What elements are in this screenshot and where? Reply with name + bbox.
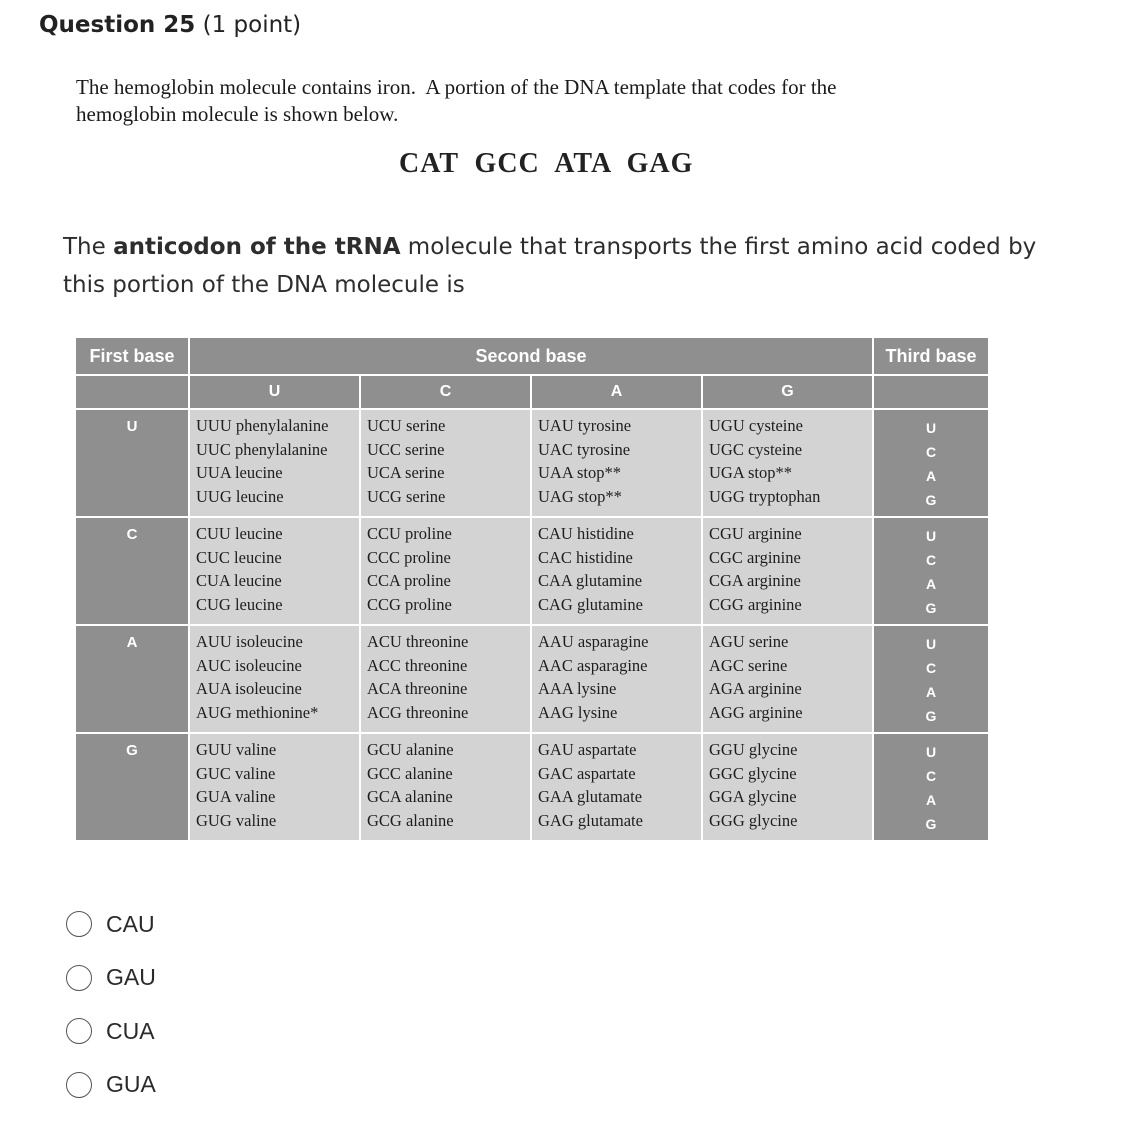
grid-vline [872, 338, 874, 838]
codon-entry: UUA leucine [196, 463, 283, 482]
third-base-label: G [925, 708, 937, 724]
codon-entry: CUC leucine [196, 547, 282, 567]
second-base-label-c: C [361, 376, 530, 408]
grid-vline [530, 374, 532, 838]
third-base-label: A [925, 792, 937, 808]
codon-entry: CGA arginine [709, 571, 801, 590]
second-base-label-g: G [703, 376, 872, 408]
codon-cell [361, 410, 530, 516]
codon-entry: UAG stop** [538, 486, 622, 506]
codon-entry: UCG serine [367, 486, 446, 506]
codon-entry: UGC cysteine [709, 439, 803, 459]
codon-entry: AAU asparagine [538, 632, 649, 651]
third-base-label: U [925, 420, 937, 436]
third-base-subheader-blank [874, 376, 988, 408]
third-base-label: C [925, 552, 937, 568]
codon-entry: AGU serine [709, 632, 789, 651]
third-base-column [874, 518, 988, 624]
intro-line-1: The hemoglobin molecule contains iron. A portion of the DNA template that codes for the [76, 75, 837, 99]
codon-entry: AAC asparagine [538, 655, 648, 675]
codon-entry: UCC serine [367, 439, 445, 459]
codon-entry: AGA arginine [709, 679, 802, 698]
codon-entry: AUU isoleucine [196, 632, 303, 651]
first-base-g: G [76, 734, 188, 840]
question-header [39, 12, 301, 38]
codon-table [76, 338, 988, 838]
codon-entry: CUA leucine [196, 571, 282, 590]
question-intro [76, 74, 1036, 128]
third-base-label: C [925, 660, 937, 676]
third-base-column [874, 410, 988, 516]
radio-button[interactable] [66, 911, 92, 937]
third-base-column [874, 626, 988, 732]
prompt-text-start: The [63, 234, 114, 260]
first-base-a: A [76, 626, 188, 732]
answer-option-label[interactable]: CAU [106, 910, 155, 937]
codon-cell [190, 626, 359, 732]
answer-option-label[interactable]: CUA [106, 1017, 155, 1044]
third-base-header: Third base [874, 338, 988, 374]
codon-entry: CUG leucine [196, 594, 283, 614]
codon-entry: CAC histidine [538, 547, 633, 567]
grid-vline [188, 338, 190, 838]
answer-option-label[interactable]: GAU [106, 964, 156, 990]
codon-entry: UCA serine [367, 463, 445, 482]
codon-entry: GUG valine [196, 810, 277, 830]
codon-entry: GUU valine [196, 740, 277, 759]
codon-cell [190, 410, 359, 516]
codon-entry: GAA glutamate [538, 787, 643, 806]
codon-cell [532, 518, 701, 624]
first-base-u: U [76, 410, 188, 516]
dna-sequence: CAT GCC ATA GAG [399, 148, 694, 179]
codon-entry: AUA isoleucine [196, 679, 302, 698]
grid-hline [76, 732, 988, 734]
codon-cell [532, 410, 701, 516]
codon-entry: GAC aspartate [538, 763, 636, 783]
prompt-bold-text: anticodon of the tRNA [113, 234, 401, 260]
codon-entry: GCG alanine [367, 810, 454, 830]
codon-entry: GCU alanine [367, 740, 454, 759]
codon-entry: UUG leucine [196, 486, 284, 506]
codon-entry: CGU arginine [709, 524, 802, 543]
third-base-column [874, 734, 988, 840]
codon-entry: CCC proline [367, 547, 451, 567]
grid-hline [76, 408, 988, 410]
codon-entry: ACC threonine [367, 655, 468, 675]
codon-cell [361, 518, 530, 624]
codon-cell [190, 734, 359, 840]
codon-cell [190, 518, 359, 624]
codon-entry: GUA valine [196, 787, 276, 806]
grid-vline [359, 374, 361, 838]
codon-entry: CAU histidine [538, 524, 634, 543]
codon-entry: CCU proline [367, 524, 452, 543]
codon-entry: UAC tyrosine [538, 439, 631, 459]
first-base-c: C [76, 518, 188, 624]
third-base-label: G [925, 816, 937, 832]
codon-entry: UCU serine [367, 416, 446, 435]
answer-option-cua[interactable] [66, 1011, 266, 1051]
codon-entry: GUC valine [196, 763, 276, 783]
radio-button[interactable] [66, 965, 92, 991]
intro-line-2: hemoglobin molecule is shown below. [76, 102, 399, 126]
second-base-label-u: U [190, 376, 359, 408]
question-number: Question 25 [39, 12, 196, 38]
codon-entry: CGC arginine [709, 547, 801, 567]
prompt-text-end: molecule that transports the first amino acid coded by this portion of the DNA molecule is [63, 234, 1037, 298]
codon-entry: GGG glycine [709, 810, 798, 830]
codon-entry: AUG methionine* [196, 702, 319, 722]
codon-entry: CGG arginine [709, 594, 802, 614]
third-base-label: G [925, 492, 937, 508]
second-base-label-a: A [532, 376, 701, 408]
codon-entry: UUU phenylalanine [196, 416, 329, 435]
third-base-label: U [925, 528, 937, 544]
codon-cell [703, 518, 872, 624]
codon-entry: UGU cysteine [709, 416, 803, 435]
codon-cell [703, 410, 872, 516]
answer-option-gua[interactable] [66, 1065, 266, 1105]
second-base-header: Second base [190, 338, 872, 374]
grid-hline [76, 374, 988, 376]
answer-option-gau[interactable] [66, 958, 266, 998]
third-base-label: C [925, 768, 937, 784]
third-base-label: A [925, 684, 937, 700]
codon-cell [532, 626, 701, 732]
codon-cell [361, 734, 530, 840]
codon-entry: GCC alanine [367, 763, 453, 783]
codon-entry: ACA threonine [367, 679, 468, 698]
codon-entry: AGC serine [709, 655, 788, 675]
grid-hline [76, 516, 988, 518]
codon-entry: UGG tryptophan [709, 486, 821, 506]
third-base-label: U [925, 636, 937, 652]
radio-button[interactable] [66, 1072, 92, 1098]
codon-entry: CUU leucine [196, 524, 283, 543]
third-base-label: A [925, 468, 937, 484]
codon-entry: UUC phenylalanine [196, 439, 328, 459]
codon-cell [532, 734, 701, 840]
radio-button[interactable] [66, 1018, 92, 1044]
codon-entry: GGU glycine [709, 740, 798, 759]
answer-option-label[interactable]: GUA [106, 1071, 156, 1097]
codon-entry: AAG lysine [538, 702, 618, 722]
codon-entry: GGC glycine [709, 763, 797, 783]
codon-entry: ACG threonine [367, 702, 469, 722]
codon-entry: CAG glutamine [538, 594, 643, 614]
third-base-label: G [925, 600, 937, 616]
codon-entry: AUC isoleucine [196, 655, 302, 675]
question-points: (1 point) [202, 12, 302, 38]
first-base-subheader-blank [76, 376, 188, 408]
answer-option-cau[interactable] [66, 904, 266, 944]
grid-vline [701, 374, 703, 838]
third-base-label: U [925, 744, 937, 760]
codon-entry: GAG glutamate [538, 810, 643, 830]
grid-hline [76, 624, 988, 626]
codon-entry: CCG proline [367, 594, 452, 614]
third-base-label: C [925, 444, 937, 460]
third-base-label: A [925, 576, 937, 592]
codon-entry: UAA stop** [538, 463, 621, 482]
codon-entry: GGA glycine [709, 787, 797, 806]
codon-entry: AGG arginine [709, 702, 803, 722]
codon-entry: GAU aspartate [538, 740, 637, 759]
codon-entry: UGA stop** [709, 463, 792, 482]
codon-cell [703, 626, 872, 732]
codon-entry: GCA alanine [367, 787, 453, 806]
codon-entry: CCA proline [367, 571, 451, 590]
codon-entry: AAA lysine [538, 679, 617, 698]
codon-cell [361, 626, 530, 732]
first-base-header: First base [76, 338, 188, 374]
question-prompt [63, 228, 1043, 304]
codon-entry: CAA glutamine [538, 571, 643, 590]
codon-entry: ACU threonine [367, 632, 469, 651]
codon-cell [703, 734, 872, 840]
codon-entry: UAU tyrosine [538, 416, 632, 435]
